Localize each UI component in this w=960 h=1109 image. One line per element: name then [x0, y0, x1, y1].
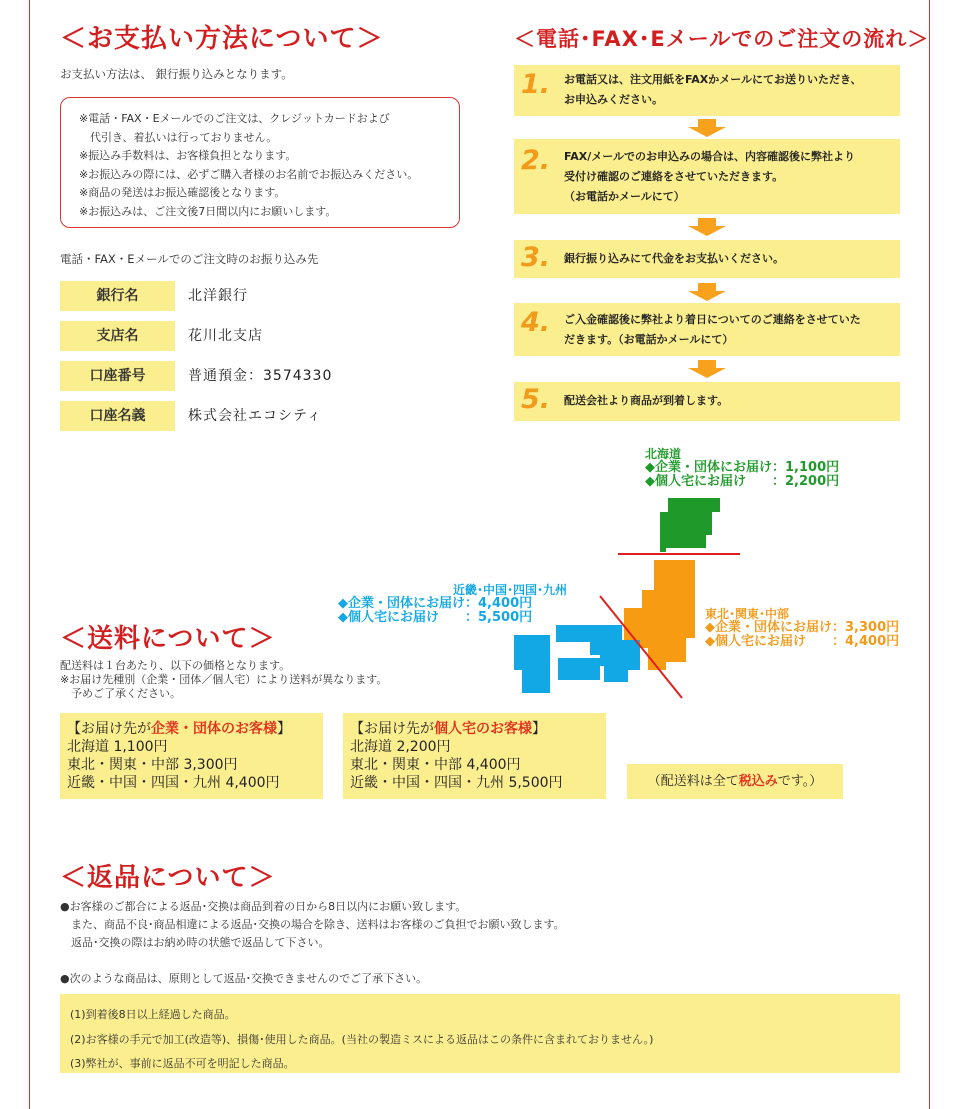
returns-condition: (3)弊社が、事前に返品不可を明記した商品。 — [70, 1057, 295, 1070]
tax-note-suffix: です。） — [777, 774, 823, 789]
step-number: 5. — [521, 384, 551, 415]
region-price-line: ◆企業・団体にお届け：3,300円 — [705, 620, 900, 635]
step-number: 2. — [521, 145, 551, 176]
bank-row — [60, 281, 460, 311]
order-flow-heading: ＜電話･FAX･Eメールでのご注文の流れ＞ — [514, 27, 930, 51]
flow-step — [514, 240, 900, 278]
bank-key: 銀行名 — [60, 281, 175, 311]
step-number: 3. — [521, 242, 551, 273]
region-price-line: ◆企業・団体にお届け：4,400円 — [338, 596, 533, 611]
tax-note — [627, 764, 843, 799]
title-suffix: 】 — [532, 721, 546, 737]
bank-key: 支店名 — [60, 321, 175, 351]
shipping-intro-line: 配送料は１台あたり、以下の価格となります。 — [60, 659, 291, 672]
shipping-box-title — [67, 720, 323, 738]
shipping-intro-line: 予めご了承ください。 — [60, 687, 181, 700]
payment-note: ※振込み手数料は、お客様負担となります。 — [79, 149, 297, 162]
bank-value: 普通預金：3574330 — [188, 368, 333, 384]
bank-caption: 電話・FAX・Eメールでのご注文時のお振り込み先 — [60, 252, 319, 266]
map-label-hokkaido — [645, 447, 839, 489]
tax-note-prefix: （配送料は全て — [647, 774, 739, 789]
shipping-price-line: 東北・関東・中部 3,300円 — [67, 757, 238, 773]
shipping-price-line: 北海道 2,200円 — [350, 739, 451, 755]
bank-row — [60, 321, 460, 351]
returns-condition-lead: ●次のような商品は、原則として返品･交換できませんのでご了承下さい。 — [60, 972, 428, 985]
region-title: 近畿･中国･四国･九州 — [453, 583, 568, 597]
flow-arrow-icon — [688, 218, 726, 236]
payment-intro: お支払い方法は、 銀行振り込みとなります。 — [60, 67, 293, 81]
title-suffix: 】 — [277, 721, 291, 737]
region-title: 北海道 — [645, 447, 682, 461]
title-highlight: 企業・団体のお客様 — [151, 721, 277, 737]
bank-row — [60, 361, 460, 391]
map-label-tohoku — [705, 607, 899, 649]
title-prefix: 【お届け先が — [350, 721, 434, 737]
bank-row — [60, 401, 460, 431]
flow-step — [514, 382, 900, 421]
flow-step — [514, 139, 900, 214]
frame-right-border — [929, 0, 930, 1109]
returns-condition: (1)到着後8日以上経過した商品。 — [70, 1008, 236, 1021]
shipping-corporate-box — [60, 713, 323, 799]
shipping-intro — [60, 659, 387, 701]
shipping-box-title — [350, 720, 606, 738]
step-line: だきます。（お電話かメールにて） — [564, 333, 734, 346]
payment-notes-box — [60, 97, 460, 228]
region-price-line: ◆個人宅にお届け ：2,200円 — [645, 474, 840, 489]
returns-line: 返品･交換の際はお納め時の状態で返品して下さい。 — [60, 936, 330, 949]
step-line: FAX/メールでのお申込みの場合は、内容確認後に弊社より — [564, 150, 856, 163]
step-line: お申込みください。 — [564, 93, 663, 106]
step-line: （お電話かメールにて） — [564, 190, 685, 203]
payment-note: 代引き、着払いは行っておりません。 — [79, 130, 278, 144]
hokkaido-region — [660, 498, 720, 552]
map-label-kinki — [338, 583, 567, 625]
step-line: ご入金確認後に弊社より着日についてのご連絡をさせていた — [564, 313, 861, 326]
step-text — [564, 249, 784, 269]
flow-arrow-icon — [688, 360, 726, 378]
region-title: 東北･関東･中部 — [705, 607, 790, 621]
shipping-intro-line: ※お届け先種別（企業・団体／個人宅）により送料が異なります。 — [60, 673, 388, 686]
payment-heading: ＜お支払い方法について＞ — [60, 24, 384, 54]
step-line: 配送会社より商品が到着します。 — [564, 394, 729, 407]
step-text — [564, 70, 862, 110]
payment-note: ※電話・FAX・Eメールでのご注文は、クレジットカードおよび — [79, 112, 390, 125]
bank-key: 口座番号 — [60, 361, 175, 391]
flow-arrow-icon — [688, 119, 726, 137]
step-text — [564, 147, 855, 207]
flow-step — [514, 65, 900, 116]
bank-key: 口座名義 — [60, 401, 175, 431]
payment-note: ※お振込みは、ご注文後7日間以内にお願いします。 — [79, 204, 337, 218]
step-number: 4. — [521, 307, 551, 338]
returns-heading: ＜返品について＞ — [60, 863, 276, 893]
title-highlight: 個人宅のお客様 — [434, 721, 532, 737]
step-line: お電話又は、注文用紙をFAXかメールにてお送りいただき、 — [564, 73, 862, 86]
step-line: 受付け確認のご連絡をさせていただきます。 — [564, 170, 784, 183]
region-price-line: ◆企業・団体にお届け：1,100円 — [645, 460, 840, 475]
region-price-line: ◆個人宅にお届け ：5,500円 — [338, 610, 533, 625]
shipping-price-line: 北海道 1,100円 — [67, 739, 168, 755]
shipping-price-line: 東北・関東・中部 4,400円 — [350, 757, 521, 773]
bank-value: 北洋銀行 — [188, 288, 248, 304]
bank-value: 株式会社エコシティ — [188, 408, 322, 424]
payment-note: ※商品の発送はお振込確認後となります。 — [79, 186, 286, 199]
returns-paragraph — [60, 898, 565, 952]
shipping-heading: ＜送料について＞ — [60, 624, 276, 654]
shipping-personal-box — [343, 713, 606, 799]
flow-step — [514, 303, 900, 356]
returns-line: ●お客様のご都合による返品･交換は商品到着の日から8日以内にお願い致します。 — [60, 900, 467, 913]
region-price-line: ◆個人宅にお届け ：4,400円 — [705, 634, 900, 649]
shipping-price-line: 近畿・中国・四国・九州 4,400円 — [67, 775, 280, 791]
step-line: 銀行振り込みにて代金をお支払いください。 — [564, 252, 784, 265]
payment-note: ※お振込みの際には、必ずご購入者様のお名前でお振込みください。 — [79, 167, 419, 181]
returns-conditions-box — [60, 994, 900, 1073]
frame-left-border — [29, 0, 30, 1109]
flow-arrow-icon — [688, 283, 726, 301]
step-number: 1. — [521, 69, 551, 100]
step-text — [564, 310, 861, 350]
tax-note-highlight: 税込み — [738, 774, 778, 789]
step-text — [564, 391, 728, 411]
returns-line: また、商品不良･商品相違による返品･交換の場合を除き、送料はお客様のご負担でお願い致します。 — [60, 918, 565, 931]
shipping-price-line: 近畿・中国・四国・九州 5,500円 — [350, 775, 563, 791]
bank-value: 花川北支店 — [188, 328, 263, 344]
returns-condition: (2)お客様の手元で加工(改造等)、損傷･使用した商品。(当社の製造ミスによる返品はこの条件に含まれておりません。) — [70, 1032, 654, 1046]
title-prefix: 【お届け先が — [67, 721, 151, 737]
kinki-chugoku-shikoku-kyushu-region — [514, 625, 640, 693]
